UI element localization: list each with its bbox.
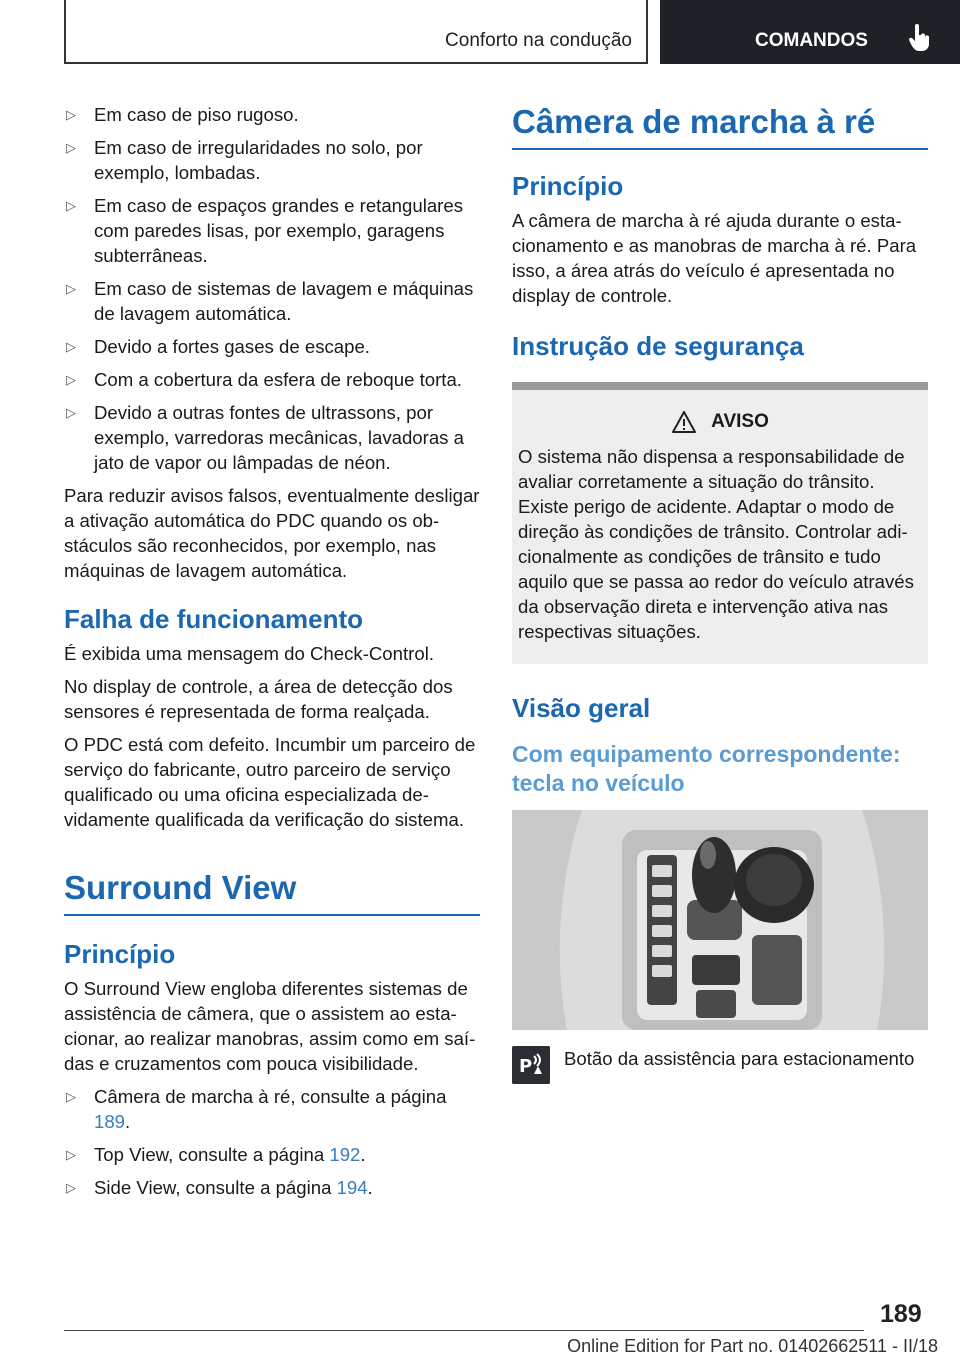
equipment-heading: Com equipamento correspondente: tecla no veículo	[512, 741, 901, 796]
list-item-text: Em caso de piso rugoso.	[94, 104, 299, 125]
list-item-text: Top View, consulte a página	[94, 1144, 330, 1165]
warning-box	[512, 382, 928, 664]
page-link[interactable]: 189	[94, 1111, 126, 1132]
list-item	[64, 102, 480, 127]
triangle-bullet-icon: ▷	[66, 1089, 76, 1104]
page-link[interactable]: 192	[329, 1144, 361, 1165]
center-console-photo	[512, 810, 928, 1030]
list-item	[64, 1084, 480, 1134]
list-item	[64, 400, 480, 475]
list-item-text: Em caso de espaços grandes e retangulares com paredes lisas, por exemplo, garagens subterrâneas.	[94, 195, 463, 266]
footer-edition: Online Edition for Part no. 01402662511 - II/18	[567, 1336, 938, 1356]
triangle-bullet-icon: ▷	[66, 107, 76, 122]
list-item-text: Em caso de sistemas de lavagem e máquinas de lavagem automática.	[94, 278, 474, 324]
malfunction-paragraph-3: O PDC está com defeito. Incumbir um parceiro de serviço do fabricante, outro parceiro de serviço qualificado ou uma oficina especializada devidamente qualificada da verificação do sistema.	[64, 734, 476, 830]
list-item-text: Com a cobertura da esfera de reboque torta.	[94, 369, 462, 390]
list-item	[64, 1142, 480, 1167]
pointing-hand-icon	[908, 24, 930, 52]
overview-heading: Visão geral	[512, 693, 651, 723]
triangle-bullet-icon: ▷	[66, 372, 76, 387]
parking-assist-button-icon	[512, 1046, 550, 1084]
malfunction-paragraph-1: É exibida uma mensagem do Check-Control.	[64, 643, 434, 664]
warning-title-text: AVISO	[711, 411, 769, 432]
triangle-bullet-icon: ▷	[66, 339, 76, 354]
triangle-bullet-icon: ▷	[66, 198, 76, 213]
header-tab	[660, 0, 960, 64]
left-column	[64, 102, 480, 1208]
button-caption: Botão da assistência para estacionamento	[564, 1048, 915, 1069]
page-number: 189	[880, 1300, 922, 1328]
warning-triangle-icon	[671, 410, 697, 434]
list-item	[64, 276, 480, 326]
list-item	[64, 367, 480, 392]
list-item-end: .	[367, 1177, 373, 1198]
triangle-bullet-icon: ▷	[66, 405, 76, 420]
triangle-bullet-icon: ▷	[66, 281, 76, 296]
parking-button-row	[512, 1046, 928, 1084]
svg-text:P: P	[519, 1056, 533, 1077]
camera-principle-heading: Princípio	[512, 171, 624, 201]
warning-text: O sistema não dispensa a responsabilidade de avaliar corretamente a situação do trânsito. Existe perigo de acidente. Adaptar o modo de direção às condições de trânsito. Controlar adicionalmente as condições de trânsito e tudo aquilo que se passa ao redor do veículo através da observação direta e intervenção ativa nas respectivas situações.	[518, 446, 914, 642]
list-item-text: Devido a outras fontes de ultrassons, por exemplo, varredoras mecânicas, lavadoras a jato de vapor ou lâmpadas de néon.	[94, 402, 464, 473]
safety-heading: Instrução de segurança	[512, 331, 804, 361]
triangle-bullet-icon: ▷	[66, 1147, 76, 1162]
list-item-text: Side View, consulte a página	[94, 1177, 337, 1198]
rear-camera-heading: Câmera de marcha à ré	[512, 102, 928, 150]
camera-principle-paragraph: A câmera de marcha à ré ajuda durante o estacionamento e as manobras de marcha à ré. Para isso, a área atrás do veículo é apresentada no display de controle.	[512, 210, 917, 306]
list-item-end: .	[360, 1144, 366, 1165]
header-section	[64, 0, 648, 64]
surround-paragraph: O Surround View engloba diferentes sistemas de assistência de câmera, que o assistem ao estacionar, ao realizar manobras, assim como em saídas e cruzamentos com pouca visibilidade.	[64, 978, 476, 1074]
list-item-end: .	[125, 1111, 131, 1132]
malfunction-paragraph-2: No display de controle, a área de detecção dos sensores é representada de forma realçada.	[64, 676, 453, 722]
list-item-text: Devido a fortes gases de escape.	[94, 336, 370, 357]
list-item	[64, 334, 480, 359]
list-item-text: Em caso de irregularidades no solo, por exemplo, lombadas.	[94, 137, 423, 183]
surround-view-heading: Surround View	[64, 868, 480, 916]
surround-principle-heading: Princípio	[64, 939, 176, 969]
list-item	[64, 1175, 480, 1200]
header-section-label: Conforto na condução	[445, 30, 632, 51]
list-item	[64, 135, 480, 185]
list-item-text: Câmera de marcha à ré, consulte a página	[94, 1086, 447, 1107]
malfunction-heading: Falha de funcionamento	[64, 604, 364, 634]
references-list	[64, 1084, 480, 1200]
conditions-list	[64, 102, 480, 475]
warning-title	[518, 410, 922, 434]
right-column	[512, 102, 928, 1084]
page-link[interactable]: 194	[336, 1177, 368, 1198]
reduce-false-warnings-paragraph: Para reduzir avisos falsos, eventualmente desligar a ativação automática do PDC quando os obstáculos são reconhecidos, por exemplo, nas máquinas de lavagem automática.	[64, 485, 480, 581]
header-tab-label: COMANDOS	[755, 30, 868, 51]
triangle-bullet-icon: ▷	[66, 140, 76, 155]
triangle-bullet-icon: ▷	[66, 1180, 76, 1195]
list-item	[64, 193, 480, 268]
footer-rule	[64, 1330, 864, 1331]
